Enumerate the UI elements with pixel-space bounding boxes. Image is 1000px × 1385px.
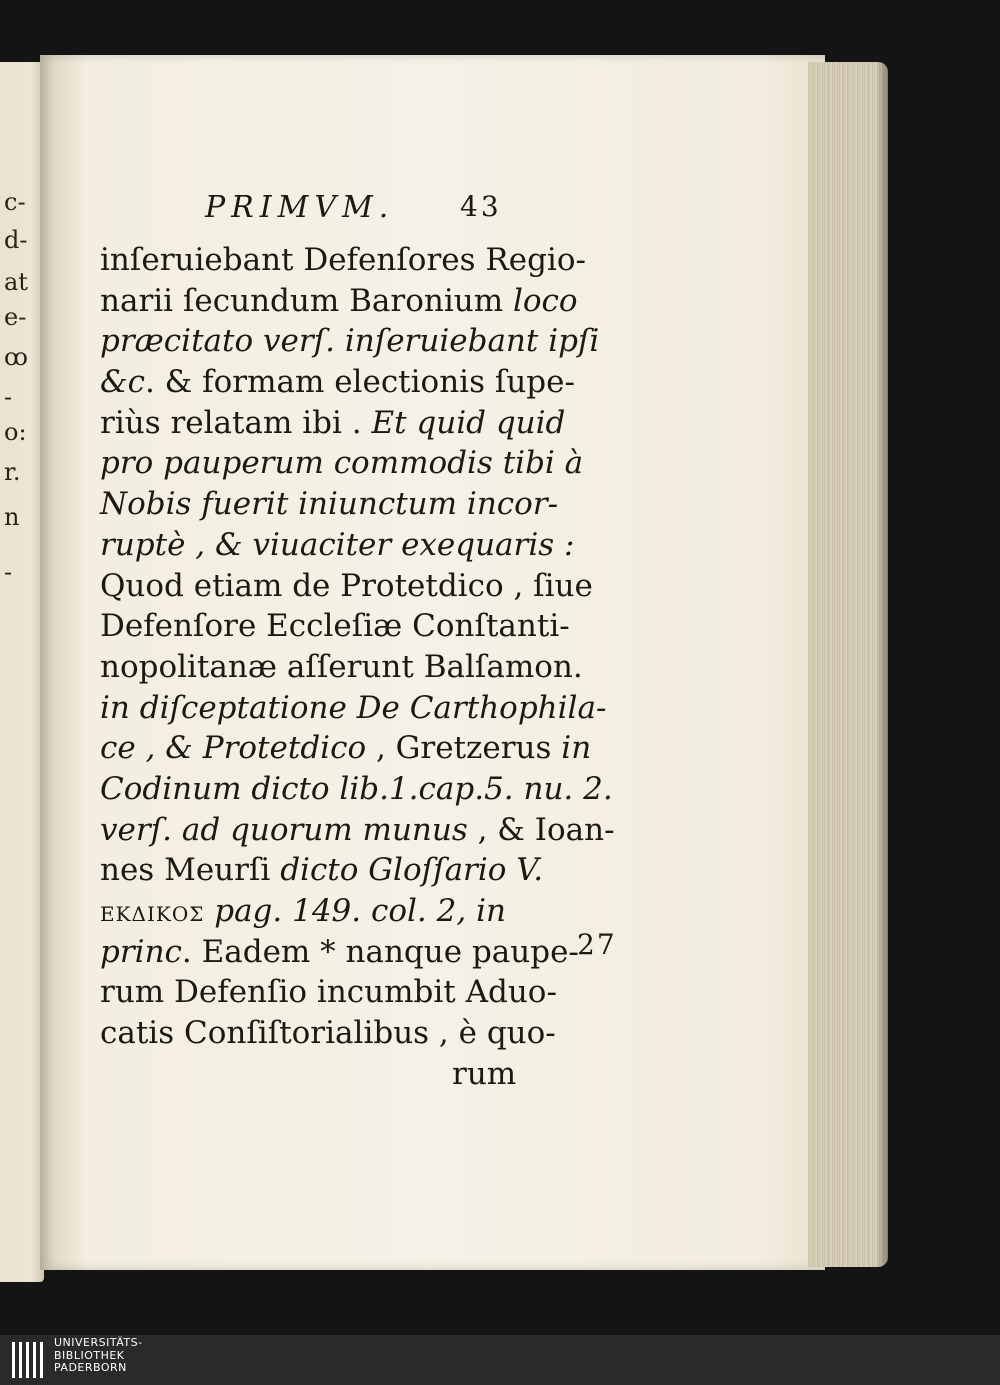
- text-line: [100, 810, 615, 851]
- logo-line-1: UNIVERSITÄTS-: [54, 1336, 143, 1349]
- text-line: [100, 972, 570, 1013]
- text-line: [100, 769, 613, 810]
- footer-bar: [0, 1335, 1000, 1385]
- text-segment: riùs relatam ibi .: [100, 404, 372, 441]
- text-line: [100, 362, 575, 403]
- text-line: [100, 728, 592, 769]
- left-page-fragment: d-: [4, 226, 28, 254]
- library-logo-text: [54, 1337, 143, 1375]
- left-page-fragment: ꝏ: [4, 343, 28, 371]
- text-line: [100, 891, 570, 932]
- page-header: [100, 190, 560, 230]
- text-line: [100, 403, 570, 444]
- text-segment: Codinum dicto lib.1.cap.5. nu. 2.: [100, 770, 613, 807]
- text-segment: ΕΚΔΙΚΟΣ: [100, 902, 205, 926]
- text-segment: pro pauperum commodis tibi à: [100, 445, 584, 482]
- text-segment: nes Meurſi: [100, 852, 281, 889]
- text-segment: nopolitanæ aſſerunt Balſamon.: [100, 648, 583, 685]
- text-segment: Et quid quid: [371, 404, 566, 441]
- marginal-note: 27: [577, 928, 617, 961]
- text-segment: loco: [512, 282, 578, 319]
- text-line: [100, 606, 570, 647]
- left-page-fragment: n: [4, 503, 20, 531]
- left-page-fragment: o:: [4, 418, 27, 446]
- catchword: rum: [452, 1055, 517, 1092]
- page-edges-shadow: [876, 62, 888, 1267]
- text-segment: ce , & Protetdico: [100, 730, 367, 767]
- running-title: PRIMVM.: [205, 190, 395, 225]
- logo-line-2: BIBLIOTHEK: [54, 1348, 125, 1362]
- left-page-fragment: -: [4, 558, 13, 586]
- text-segment: , & Ioan-: [467, 811, 615, 848]
- text-segment: præcitato verſ. inſeruiebant ipſi: [100, 323, 600, 360]
- text-line: [100, 240, 586, 281]
- left-page-fragment: -: [4, 383, 13, 411]
- text-line: [100, 566, 593, 607]
- text-segment: , Gretzerus: [366, 730, 562, 767]
- text-segment: verſ. ad quorum munus: [100, 811, 468, 848]
- text-segment: rum Defenſio incumbit Aduo-: [100, 974, 557, 1011]
- text-line: [100, 484, 570, 525]
- page-number: 43: [460, 190, 502, 223]
- text-segment: narii ſecundum Baronium: [100, 282, 513, 319]
- left-page-fragment: at: [4, 268, 28, 296]
- text-segment: inſeruiebant Defenſores Regio-: [100, 242, 586, 278]
- text-segment: Nobis fuerit iniunctum incor-: [100, 486, 559, 523]
- left-page-edge: [0, 62, 44, 1282]
- left-page-fragment: c-: [4, 188, 26, 216]
- text-line: [100, 1013, 570, 1054]
- text-segment: in diſceptatione De Carthophila-: [100, 689, 607, 726]
- text-segment: Defenſore Eccleſiæ Conſtanti-: [100, 608, 570, 645]
- text-line: [100, 525, 575, 566]
- text-segment: . & formam electionis ſupe-: [144, 364, 575, 401]
- text-line: [100, 850, 570, 891]
- library-logo-icon: [10, 1338, 50, 1382]
- logo-line-3: PADERBORN: [54, 1361, 127, 1374]
- text-segment: catis Conſiſtorialibus , è quo-: [100, 1015, 556, 1052]
- text-segment: princ: [100, 933, 182, 970]
- text-line: [100, 321, 600, 362]
- text-segment: . Eadem * nanque paupe-: [181, 933, 579, 970]
- text-segment: ruptè , & viuaciter exequaris :: [100, 526, 575, 563]
- text-line: [100, 443, 584, 484]
- text-line: [100, 647, 583, 688]
- left-page-fragment: e-: [4, 303, 27, 331]
- left-page-fragment: r.: [4, 458, 21, 486]
- text-segment: &c: [100, 364, 145, 401]
- text-segment: dicto Gloſſario V.: [280, 852, 544, 889]
- text-segment: Quod etiam de Protetdico , ſiue: [100, 567, 593, 604]
- text-line: [100, 932, 579, 973]
- text-line: [100, 281, 578, 322]
- text-segment: in: [561, 730, 592, 767]
- text-line: [100, 688, 607, 729]
- text-segment: pag. 149. col. 2, in: [204, 893, 506, 929]
